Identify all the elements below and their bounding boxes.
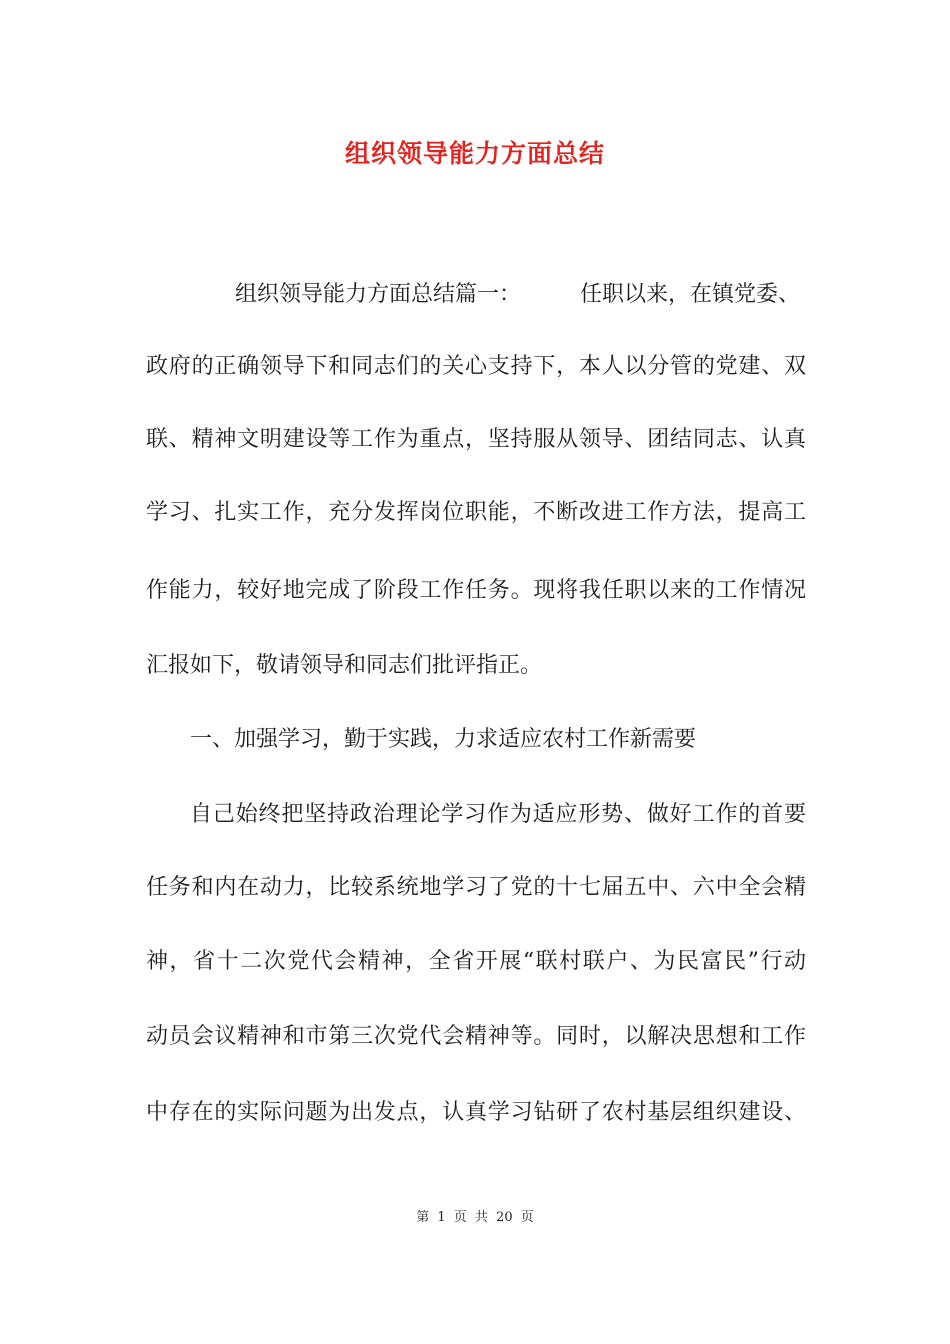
paragraph-line: 学习、扎实工作，充分发挥岗位职能，不断改进工作方法，提高工 xyxy=(146,500,806,525)
intro-line xyxy=(146,275,806,315)
paragraph-line: 汇报如下，敬请领导和同志们批评指正。 xyxy=(146,653,543,678)
paragraph-line: 中存在的实际问题为出发点，认真学习钻研了农村基层组织建设、 xyxy=(146,1100,806,1125)
intro-lead: 组织领导能力方面总结篇一： xyxy=(235,282,522,307)
paragraph-line: 自己始终把坚持政治理论学习作为适应形势、做好工作的首要 xyxy=(190,802,806,827)
section-heading: 一、加强学习，勤于实践，力求适应农村工作新需要 xyxy=(190,727,697,752)
paragraph-line: 作能力，较好地完成了阶段工作任务。现将我任职以来的工作情况 xyxy=(146,578,806,603)
page-number: 第 1 页 共 20 页 xyxy=(416,1210,534,1225)
intro-follow: 任职以来，在镇党委、 xyxy=(580,282,801,307)
paragraph-line: 动员会议精神和市第三次党代会精神等。同时，以解决思想和工作 xyxy=(146,1024,806,1049)
paragraph-line: 神，省十二次党代会精神，全省开展“联村联户、为民富民”行动 xyxy=(146,949,806,974)
paragraph-line: 任务和内在动力，比较系统地学习了党的十七届五中、六中全会精 xyxy=(146,875,806,900)
paragraph-line: 联、精神文明建设等工作为重点，坚持服从领导、团结同志、认真 xyxy=(146,427,806,452)
document-title: 组织领导能力方面总结 xyxy=(344,139,605,168)
paragraph-line: 政府的正确领导下和同志们的关心支持下，本人以分管的党建、双 xyxy=(146,354,806,379)
